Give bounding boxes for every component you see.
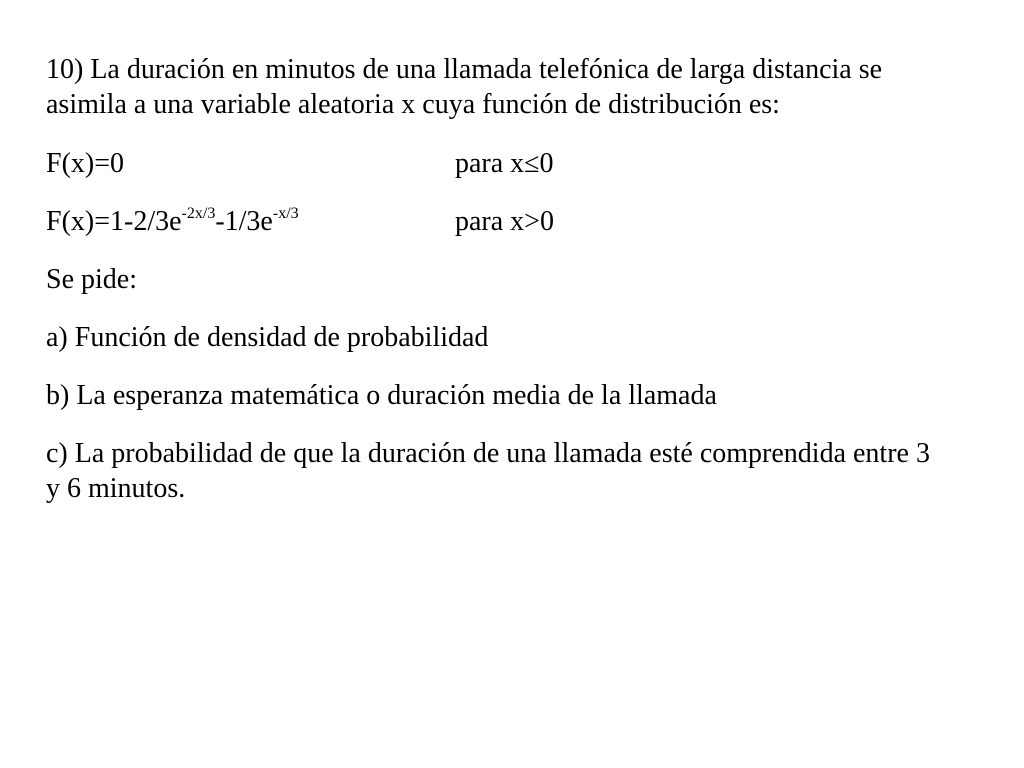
formula-2-condition: para x>0 [455, 206, 554, 237]
slide-content [46, 52, 946, 506]
formula-2-exponent-2: -x/3 [272, 204, 299, 222]
prompt-label: Se pide: [46, 264, 137, 295]
formula-1-condition: para x≤0 [455, 148, 554, 179]
formula-2-term-1: F(x)=1-2/3e [46, 206, 182, 237]
formula-row-1 [46, 146, 946, 181]
item-c: c) La probabilidad de que la duración de una llamada esté comprendida entre 3 y 6 minutos. [46, 438, 930, 504]
formula-2-expression [46, 204, 455, 239]
formula-1-expression: F(x)=0 [46, 148, 125, 179]
item-a: a) Función de densidad de probabilidad [46, 322, 489, 353]
formula-2-term-2: -1/3e [215, 206, 273, 237]
formula-2-exponent-1: -2x/3 [181, 204, 216, 222]
problem-intro: 10) La duración en minutos de una llamada telefónica de larga distancia se asimila a una variable aleatoria x cuya función de distribución es: [46, 54, 883, 120]
formula-row-2 [46, 204, 946, 239]
item-b: b) La esperanza matemática o duración media de la llamada [46, 380, 717, 411]
